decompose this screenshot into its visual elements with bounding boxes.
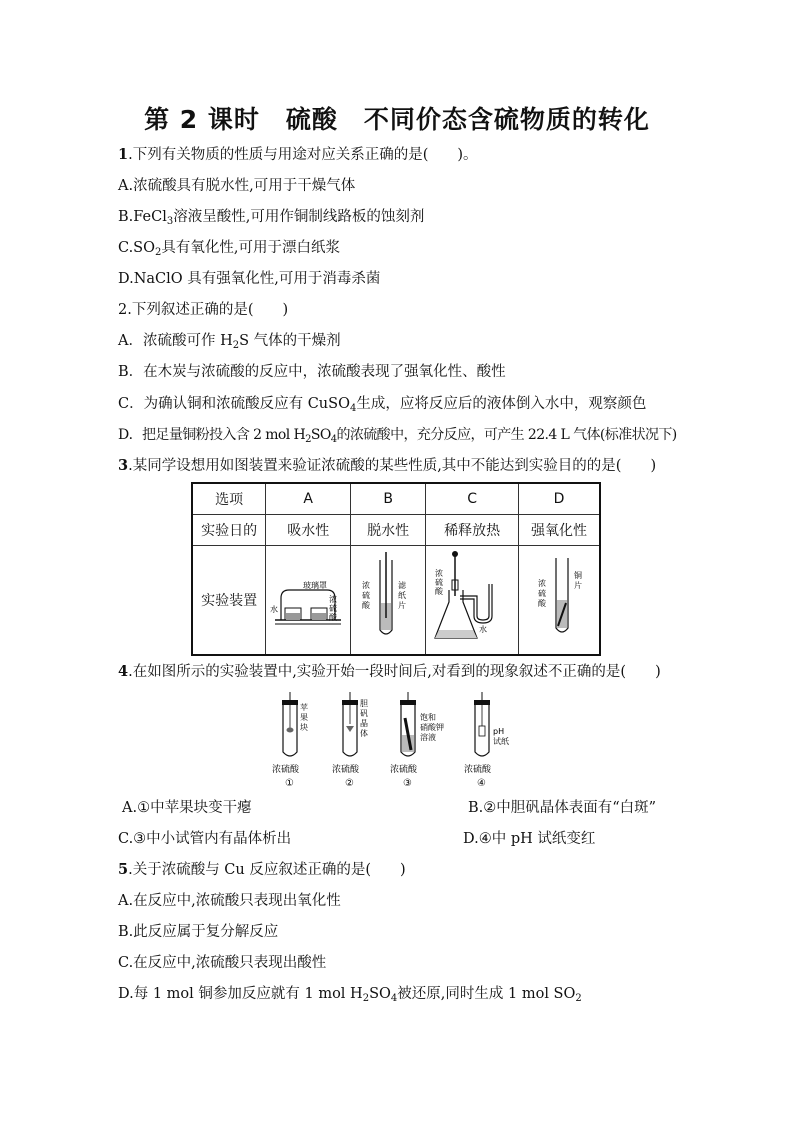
svg-text:酸: 酸 <box>329 613 338 622</box>
svg-text:矾: 矾 <box>360 709 368 718</box>
svg-text:浓硫酸: 浓硫酸 <box>390 765 418 775</box>
svg-text:酸: 酸 <box>538 599 547 608</box>
svg-text:③: ③ <box>403 778 412 789</box>
q3-experiment-table <box>191 482 601 656</box>
q5-option-c: C.在反应中,浓硫酸只表现出酸性 <box>118 955 327 971</box>
tube-3 <box>390 692 444 789</box>
q2-option-d: D．把足量铜粉投入含 2 mol $H_2SO_4$的浓硫酸中，充分反应，可产生 22.4 L 气体(标准状况下) <box>118 427 677 445</box>
water-label: 水 <box>270 605 279 614</box>
svg-text:硫: 硫 <box>362 591 371 600</box>
q4-stem: 4.在如图所示的实验装置中,实验开始一段时间后,对看到的现象叙述不正确的是( ) <box>118 663 661 680</box>
svg-text:硝酸钾: 硝酸钾 <box>420 723 444 732</box>
tube-2 <box>332 692 368 789</box>
svg-text:试纸: 试纸 <box>493 737 509 746</box>
svg-text:①: ① <box>285 778 294 789</box>
svg-text:胆: 胆 <box>360 699 368 708</box>
q2-option-a: A．浓硫酸可作 $H_2S$ 气体的干燥剂 <box>118 333 341 351</box>
q5-option-a: A.在反应中,浓硫酸只表现出氧化性 <box>118 893 341 909</box>
svg-text:浓: 浓 <box>362 581 371 590</box>
q2-option-b: B．在木炭与浓硫酸的反应中，浓硫酸表现了强氧化性、酸性 <box>118 364 506 380</box>
tube-1 <box>272 692 308 789</box>
svg-text:浓硫酸: 浓硫酸 <box>332 765 360 775</box>
svg-text:片: 片 <box>398 601 407 610</box>
q4-option-c: C.③中小试管内有晶体析出 <box>118 831 292 847</box>
q1-stem: 1.下列有关物质的性质与用途对应关系正确的是( )。 <box>118 146 478 163</box>
tube-4 <box>464 692 509 789</box>
svg-text:酸: 酸 <box>435 587 444 596</box>
test-tube-filter-paper <box>352 548 424 648</box>
svg-text:硫: 硫 <box>435 578 444 587</box>
q4-option-a: A.①中苹果块变干瘪 <box>122 800 252 816</box>
q4-option-b: B.②中胆矾晶体表面有“白斑” <box>468 800 657 816</box>
q5-stem: 5.关于浓硫酸与 Cu 反应叙述正确的是( ) <box>118 861 406 878</box>
svg-text:浓: 浓 <box>538 579 547 588</box>
svg-text:酸: 酸 <box>362 601 371 610</box>
svg-text:④: ④ <box>477 778 486 789</box>
q2-stem: 2.下列叙述正确的是( ) <box>118 302 289 318</box>
device-c-cell <box>426 546 519 656</box>
svg-text:滤: 滤 <box>398 581 407 590</box>
svg-text:浓: 浓 <box>435 569 444 578</box>
svg-text:苹: 苹 <box>300 703 308 712</box>
svg-text:饱和: 饱和 <box>420 713 436 722</box>
svg-text:块: 块 <box>300 723 308 732</box>
q5-option-d: D.每 1 mol 铜参加反应就有 1 mol $H_2SO_4$被还原,同时生成 1 mol $SO_2$ <box>118 986 582 1004</box>
device-d-cell <box>519 546 600 656</box>
q3-stem: 3.某同学设想用如图装置来验证浓硫酸的某些性质,其中不能达到实验目的的是( ) <box>118 457 657 474</box>
svg-text:浓硫酸: 浓硫酸 <box>464 765 492 775</box>
purpose-label: 实验日的 <box>192 515 266 546</box>
svg-text:浓硫酸: 浓硫酸 <box>272 765 300 775</box>
q1-option-d: D.NaClO 具有强氧化性,可用于消毒杀菌 <box>118 271 381 287</box>
table-option-b: B <box>351 483 426 515</box>
svg-text:pH: pH <box>493 727 505 736</box>
q4-test-tubes-figure <box>268 690 528 790</box>
purpose-d: 强氧化性 <box>519 515 600 546</box>
test-tube-copper <box>520 548 598 648</box>
svg-text:片: 片 <box>574 581 583 590</box>
q1-option-c: $C.SO_2$具有氧化性,可用于漂白纸浆 <box>118 240 340 258</box>
device-b-cell <box>351 546 426 656</box>
svg-text:溶液: 溶液 <box>420 733 436 742</box>
svg-text:硫: 硫 <box>538 589 547 598</box>
q2-option-c: C．为确认铜和浓硫酸反应有 CuSO$_4$生成，应将反应后的液体倒入水中，观察颜色 <box>118 396 647 414</box>
q1-option-a: A.浓硫酸具有脱水性,可用于干燥气体 <box>118 178 356 194</box>
table-option-a: A <box>266 483 351 515</box>
table-option-d: D <box>519 483 600 515</box>
purpose-c: 稀释放热 <box>426 515 519 546</box>
svg-text:纸: 纸 <box>398 591 407 600</box>
table-header-label: 选项 <box>192 483 266 515</box>
table-option-c: C <box>426 483 519 515</box>
svg-text:晶: 晶 <box>360 719 368 728</box>
svg-text:硫: 硫 <box>329 604 338 613</box>
svg-text:浓: 浓 <box>329 595 338 604</box>
table-row-purpose <box>192 515 600 546</box>
q4-option-d: D.④中 pH 试纸变红 <box>463 831 596 847</box>
svg-text:②: ② <box>345 778 354 789</box>
svg-text:铜: 铜 <box>574 571 583 580</box>
page-title: 第 2 课时 硫酸 不同价态含硫物质的转化 <box>144 105 650 134</box>
table-row-device <box>192 546 600 656</box>
flask-u-tube-apparatus <box>427 546 517 650</box>
q5-option-b: B.此反应属于复分解反应 <box>118 924 279 940</box>
purpose-b: 脱水性 <box>351 515 426 546</box>
svg-text:体: 体 <box>360 729 368 738</box>
device-label: 实验装置 <box>192 546 266 656</box>
svg-text:果: 果 <box>300 713 308 722</box>
bell-jar-apparatus <box>267 548 349 648</box>
q1-option-b: B.FeCl$_3$溶液呈酸性,可用作铜制线路板的蚀刻剂 <box>118 209 425 227</box>
table-row-options <box>192 483 600 515</box>
svg-text:水: 水 <box>479 625 488 634</box>
cover-label: 玻璃罩 <box>303 581 328 590</box>
purpose-a: 吸水性 <box>266 515 351 546</box>
device-a-cell <box>266 546 351 656</box>
